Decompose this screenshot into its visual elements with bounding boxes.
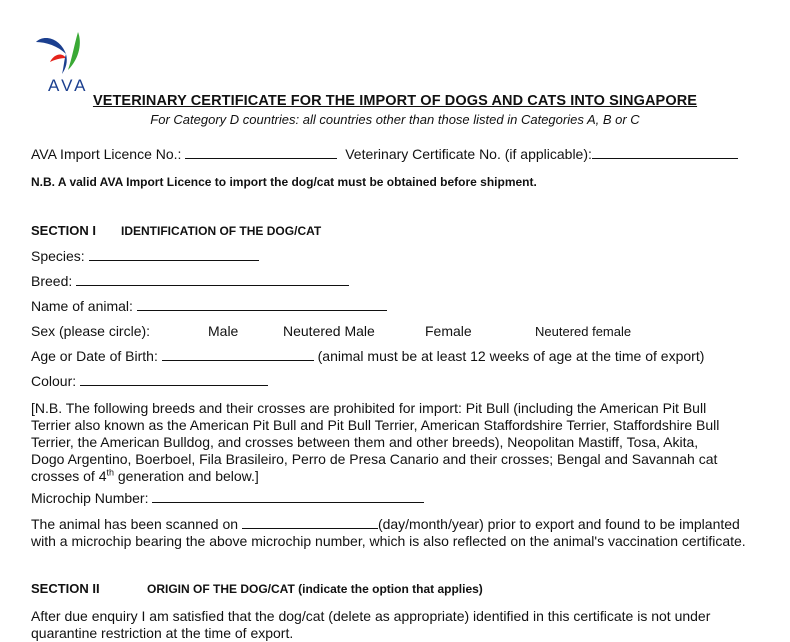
note-line: Terrier also known as the American Pit Bull and Pit Bull Terrier, American Staffordshire Terrier, Staffordshire Bull <box>31 417 720 433</box>
note-line-last: crosses of 4th generation and below.] <box>31 467 259 484</box>
species-label: Species: <box>31 248 85 264</box>
animal-name-row <box>31 298 387 314</box>
sex-option-female[interactable]: Female <box>425 323 472 339</box>
colour-row <box>31 373 268 389</box>
sex-option-neutered-male[interactable]: Neutered Male <box>283 323 375 339</box>
colour-label: Colour: <box>31 373 77 389</box>
sex-option-male[interactable]: Male <box>208 323 239 339</box>
note-line: Dogo Argentino, Boerboel, Fila Brasileiro, Perro de Presa Canario and their crosses; Bengal and Savannah cat <box>31 451 718 467</box>
prohibited-breeds-note <box>31 400 771 485</box>
animal-name-field[interactable] <box>137 298 387 311</box>
age-label: Age or Date of Birth: <box>31 348 158 364</box>
age-note: (animal must be at least 12 weeks of age at the time of export) <box>317 348 705 364</box>
logo-text: AVA <box>48 76 89 95</box>
scan-statement <box>31 516 790 550</box>
sex-label: Sex (please circle): <box>31 323 151 339</box>
certificate-title: VETERINARY CERTIFICATE FOR THE IMPORT OF DOGS AND CATS INTO SINGAPORE <box>92 93 698 109</box>
section-1-number: SECTION I <box>31 223 97 238</box>
sex-option-neutered-female[interactable]: Neutered female <box>535 324 632 339</box>
import-licence-field[interactable] <box>185 146 337 159</box>
scan-text-b: (day/month/year) prior to export and found to be implanted <box>377 516 740 532</box>
note-line: [N.B. The following breeds and their crosses are prohibited for import: Pit Bull (including the American Pit Bull <box>31 400 707 416</box>
section-2-title: ORIGIN OF THE DOG/CAT (indicate the option that applies) <box>147 582 483 596</box>
licence-note: N.B. A valid AVA Import Licence to import the dog/cat must be obtained before shipment. <box>31 175 537 189</box>
section-1-title: IDENTIFICATION OF THE DOG/CAT <box>121 224 322 238</box>
age-field[interactable] <box>162 348 314 361</box>
age-row <box>31 348 704 364</box>
breed-field[interactable] <box>76 273 349 286</box>
note-line: Terrier, the American Bulldog, and crosses between them and other breeds), Neopolitan Mastiff, Tosa, Akita, <box>31 434 699 450</box>
scan-text-a: The animal has been scanned on <box>31 516 239 532</box>
animal-name-label: Name of animal: <box>31 298 133 314</box>
breed-label: Breed: <box>31 273 73 289</box>
vet-cert-label: Veterinary Certificate No. (if applicable): <box>345 146 592 162</box>
species-row <box>31 248 259 264</box>
scan-text-line2: with a microchip bearing the above microchip number, which is also reflected on the animal's vaccination certificate. <box>31 533 746 549</box>
breed-row <box>31 273 349 289</box>
import-licence-row <box>31 146 738 162</box>
species-field[interactable] <box>89 248 259 261</box>
colour-field[interactable] <box>80 373 268 386</box>
scan-date-field[interactable] <box>242 516 378 529</box>
microchip-field[interactable] <box>152 490 424 503</box>
import-licence-label: AVA Import Licence No.: <box>31 146 182 162</box>
section-2-number: SECTION II <box>31 581 100 596</box>
certificate-subtitle: For Category D countries: all countries other than those listed in Categories A, B or C <box>150 112 640 127</box>
microchip-label: Microchip Number: <box>31 490 149 506</box>
vet-cert-field[interactable] <box>592 146 738 159</box>
microchip-row <box>31 490 424 506</box>
origin-statement: After due enquiry I am satisfied that the dog/cat (delete as appropriate) identified in this certificate is not under quarantine restriction at the time of export. <box>31 608 711 641</box>
